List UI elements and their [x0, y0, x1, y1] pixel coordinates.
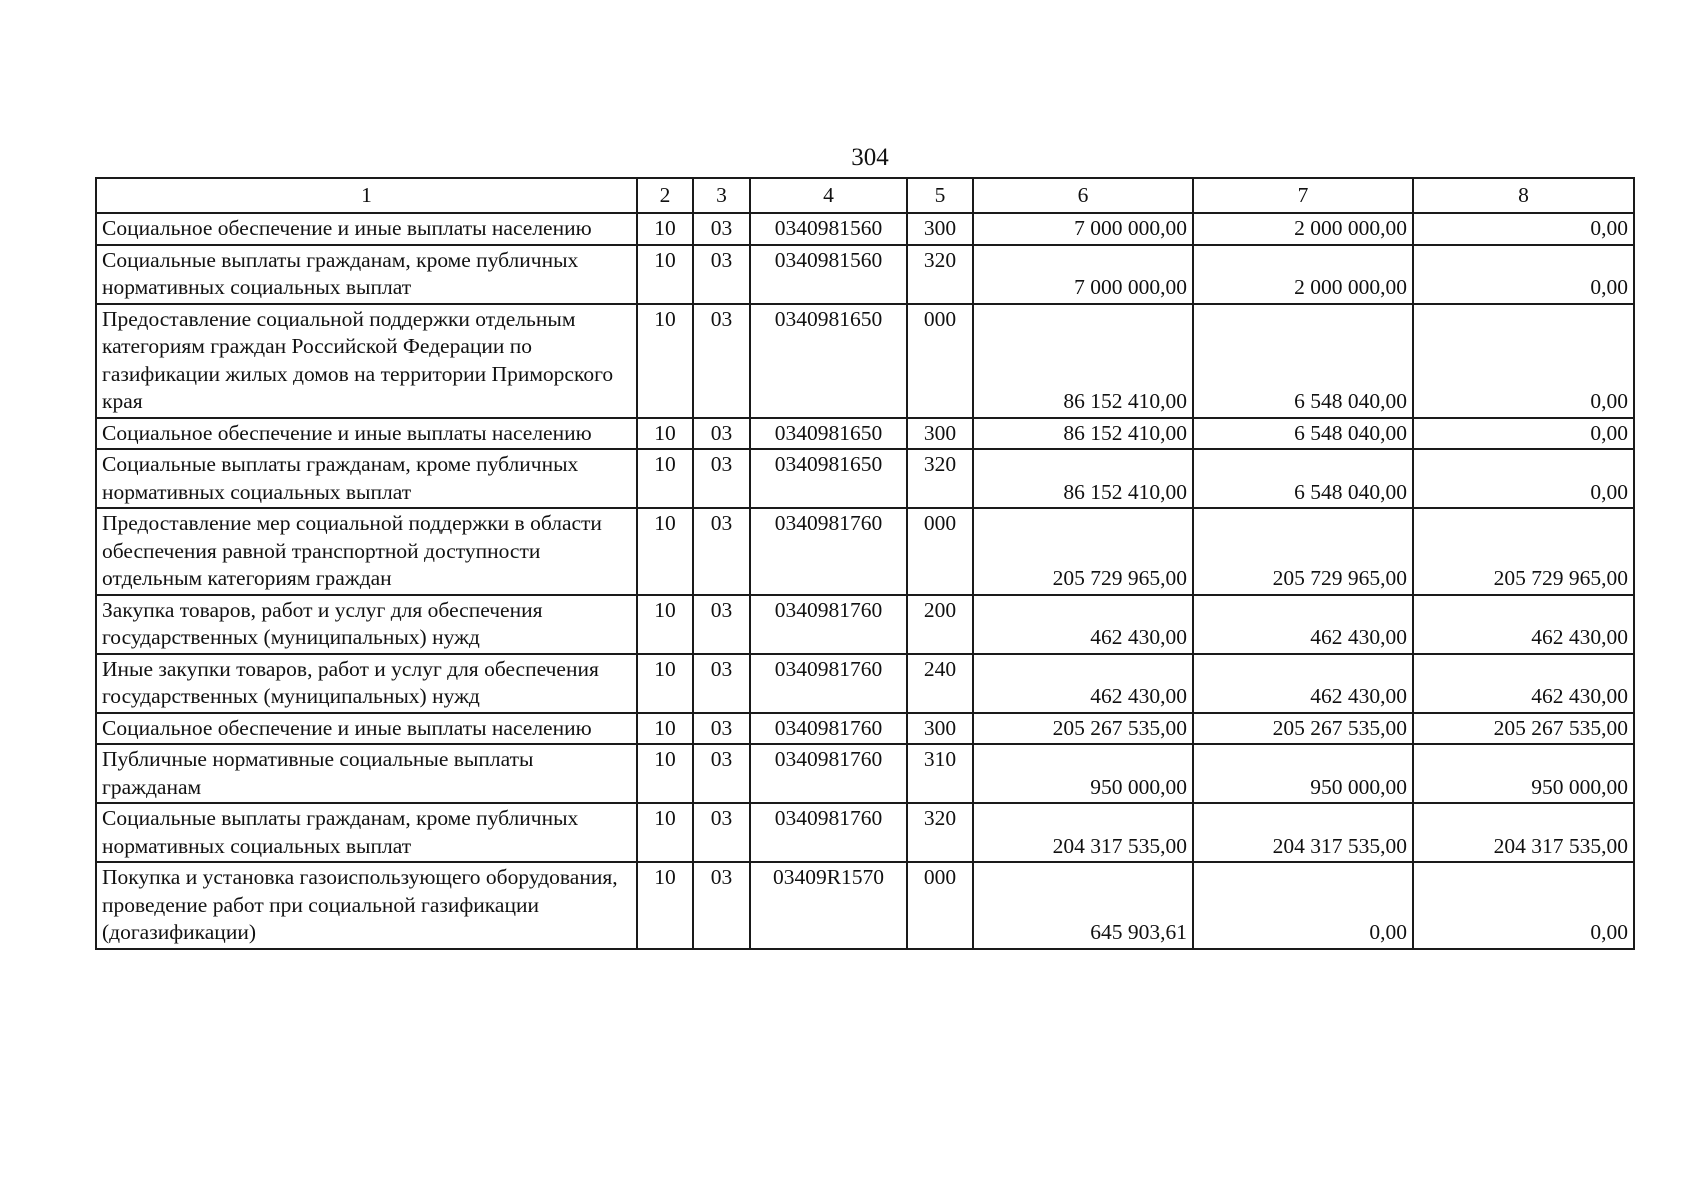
amount-col-7: 6 548 040,00 [1193, 449, 1413, 508]
amount-col-7: 205 267 535,00 [1193, 713, 1413, 745]
table-row [96, 744, 1634, 803]
expense-type-code: 000 [907, 508, 973, 595]
table-body [96, 213, 1634, 949]
table-row [96, 449, 1634, 508]
budget-table [95, 177, 1635, 950]
target-article-code: 0340981650 [750, 449, 907, 508]
amount-col-8: 205 267 535,00 [1413, 713, 1634, 745]
expense-type-code: 000 [907, 304, 973, 418]
expense-type-code: 300 [907, 213, 973, 245]
item-name: Предоставление мер социальной поддержки в области обеспечения равной транспортной доступности отдельным категориям граждан [96, 508, 637, 595]
amount-col-7: 0,00 [1193, 862, 1413, 949]
section-code: 10 [637, 744, 693, 803]
item-name: Покупка и установка газоиспользующего оборудования, проведение работ при социальной газификации (догазификации) [96, 862, 637, 949]
table-row [96, 803, 1634, 862]
subsection-code: 03 [693, 449, 750, 508]
target-article-code: 0340981560 [750, 213, 907, 245]
expense-type-code: 200 [907, 595, 973, 654]
amount-col-8: 205 729 965,00 [1413, 508, 1634, 595]
amount-col-6: 462 430,00 [973, 595, 1193, 654]
amount-col-6: 205 267 535,00 [973, 713, 1193, 745]
table-row [96, 654, 1634, 713]
amount-col-7: 462 430,00 [1193, 595, 1413, 654]
column-header-4: 4 [750, 178, 907, 213]
item-name: Социальное обеспечение и иные выплаты населению [96, 213, 637, 245]
column-header-1: 1 [96, 178, 637, 213]
amount-col-7: 205 729 965,00 [1193, 508, 1413, 595]
subsection-code: 03 [693, 304, 750, 418]
item-name: Социальное обеспечение и иные выплаты населению [96, 713, 637, 745]
amount-col-6: 7 000 000,00 [973, 245, 1193, 304]
amount-col-8: 204 317 535,00 [1413, 803, 1634, 862]
target-article-code: 0340981760 [750, 744, 907, 803]
amount-col-8: 462 430,00 [1413, 595, 1634, 654]
section-code: 10 [637, 595, 693, 654]
amount-col-7: 462 430,00 [1193, 654, 1413, 713]
amount-col-6: 204 317 535,00 [973, 803, 1193, 862]
item-name: Публичные нормативные социальные выплаты гражданам [96, 744, 637, 803]
amount-col-6: 950 000,00 [973, 744, 1193, 803]
table-row [96, 595, 1634, 654]
column-header-5: 5 [907, 178, 973, 213]
amount-col-6: 86 152 410,00 [973, 304, 1193, 418]
amount-col-7: 6 548 040,00 [1193, 418, 1413, 450]
expense-type-code: 240 [907, 654, 973, 713]
subsection-code: 03 [693, 595, 750, 654]
subsection-code: 03 [693, 654, 750, 713]
section-code: 10 [637, 713, 693, 745]
target-article-code: 03409R1570 [750, 862, 907, 949]
column-header-3: 3 [693, 178, 750, 213]
expense-type-code: 300 [907, 713, 973, 745]
expense-type-code: 000 [907, 862, 973, 949]
amount-col-8: 0,00 [1413, 304, 1634, 418]
target-article-code: 0340981760 [750, 508, 907, 595]
amount-col-7: 2 000 000,00 [1193, 245, 1413, 304]
item-name: Предоставление социальной поддержки отдельным категориям граждан Российской Федерации по газификации жилых домов на территории Приморского края [96, 304, 637, 418]
item-name: Закупка товаров, работ и услуг для обеспечения государственных (муниципальных) нужд [96, 595, 637, 654]
amount-col-6: 645 903,61 [973, 862, 1193, 949]
amount-col-8: 0,00 [1413, 213, 1634, 245]
item-name: Социальные выплаты гражданам, кроме публичных нормативных социальных выплат [96, 803, 637, 862]
table-row [96, 418, 1634, 450]
section-code: 10 [637, 213, 693, 245]
amount-col-6: 86 152 410,00 [973, 418, 1193, 450]
subsection-code: 03 [693, 803, 750, 862]
expense-type-code: 320 [907, 245, 973, 304]
item-name: Социальные выплаты гражданам, кроме публичных нормативных социальных выплат [96, 449, 637, 508]
table-row [96, 213, 1634, 245]
amount-col-7: 950 000,00 [1193, 744, 1413, 803]
section-code: 10 [637, 803, 693, 862]
target-article-code: 0340981560 [750, 245, 907, 304]
column-header-7: 7 [1193, 178, 1413, 213]
subsection-code: 03 [693, 508, 750, 595]
amount-col-6: 462 430,00 [973, 654, 1193, 713]
section-code: 10 [637, 654, 693, 713]
amount-col-8: 950 000,00 [1413, 744, 1634, 803]
table-row [96, 862, 1634, 949]
amount-col-8: 0,00 [1413, 862, 1634, 949]
target-article-code: 0340981650 [750, 418, 907, 450]
amount-col-8: 462 430,00 [1413, 654, 1634, 713]
subsection-code: 03 [693, 245, 750, 304]
expense-type-code: 300 [907, 418, 973, 450]
target-article-code: 0340981760 [750, 803, 907, 862]
expense-type-code: 320 [907, 449, 973, 508]
amount-col-8: 0,00 [1413, 245, 1634, 304]
amount-col-6: 86 152 410,00 [973, 449, 1193, 508]
section-code: 10 [637, 304, 693, 418]
column-header-2: 2 [637, 178, 693, 213]
amount-col-7: 6 548 040,00 [1193, 304, 1413, 418]
expense-type-code: 320 [907, 803, 973, 862]
section-code: 10 [637, 418, 693, 450]
section-code: 10 [637, 508, 693, 595]
subsection-code: 03 [693, 744, 750, 803]
subsection-code: 03 [693, 213, 750, 245]
target-article-code: 0340981760 [750, 654, 907, 713]
page-number: 304 [851, 144, 889, 171]
column-header-8: 8 [1413, 178, 1634, 213]
target-article-code: 0340981760 [750, 595, 907, 654]
amount-col-6: 205 729 965,00 [973, 508, 1193, 595]
amount-col-8: 0,00 [1413, 449, 1634, 508]
amount-col-8: 0,00 [1413, 418, 1634, 450]
header-row [96, 178, 1634, 213]
expense-type-code: 310 [907, 744, 973, 803]
section-code: 10 [637, 862, 693, 949]
table-row [96, 304, 1634, 418]
table-row [96, 245, 1634, 304]
item-name: Социальные выплаты гражданам, кроме публичных нормативных социальных выплат [96, 245, 637, 304]
table-row [96, 508, 1634, 595]
subsection-code: 03 [693, 862, 750, 949]
amount-col-7: 2 000 000,00 [1193, 213, 1413, 245]
amount-col-7: 204 317 535,00 [1193, 803, 1413, 862]
target-article-code: 0340981650 [750, 304, 907, 418]
subsection-code: 03 [693, 713, 750, 745]
item-name: Социальное обеспечение и иные выплаты населению [96, 418, 637, 450]
subsection-code: 03 [693, 418, 750, 450]
target-article-code: 0340981760 [750, 713, 907, 745]
section-code: 10 [637, 245, 693, 304]
amount-col-6: 7 000 000,00 [973, 213, 1193, 245]
table-row [96, 713, 1634, 745]
section-code: 10 [637, 449, 693, 508]
column-header-6: 6 [973, 178, 1193, 213]
item-name: Иные закупки товаров, работ и услуг для обеспечения государственных (муниципальных) нужд [96, 654, 637, 713]
